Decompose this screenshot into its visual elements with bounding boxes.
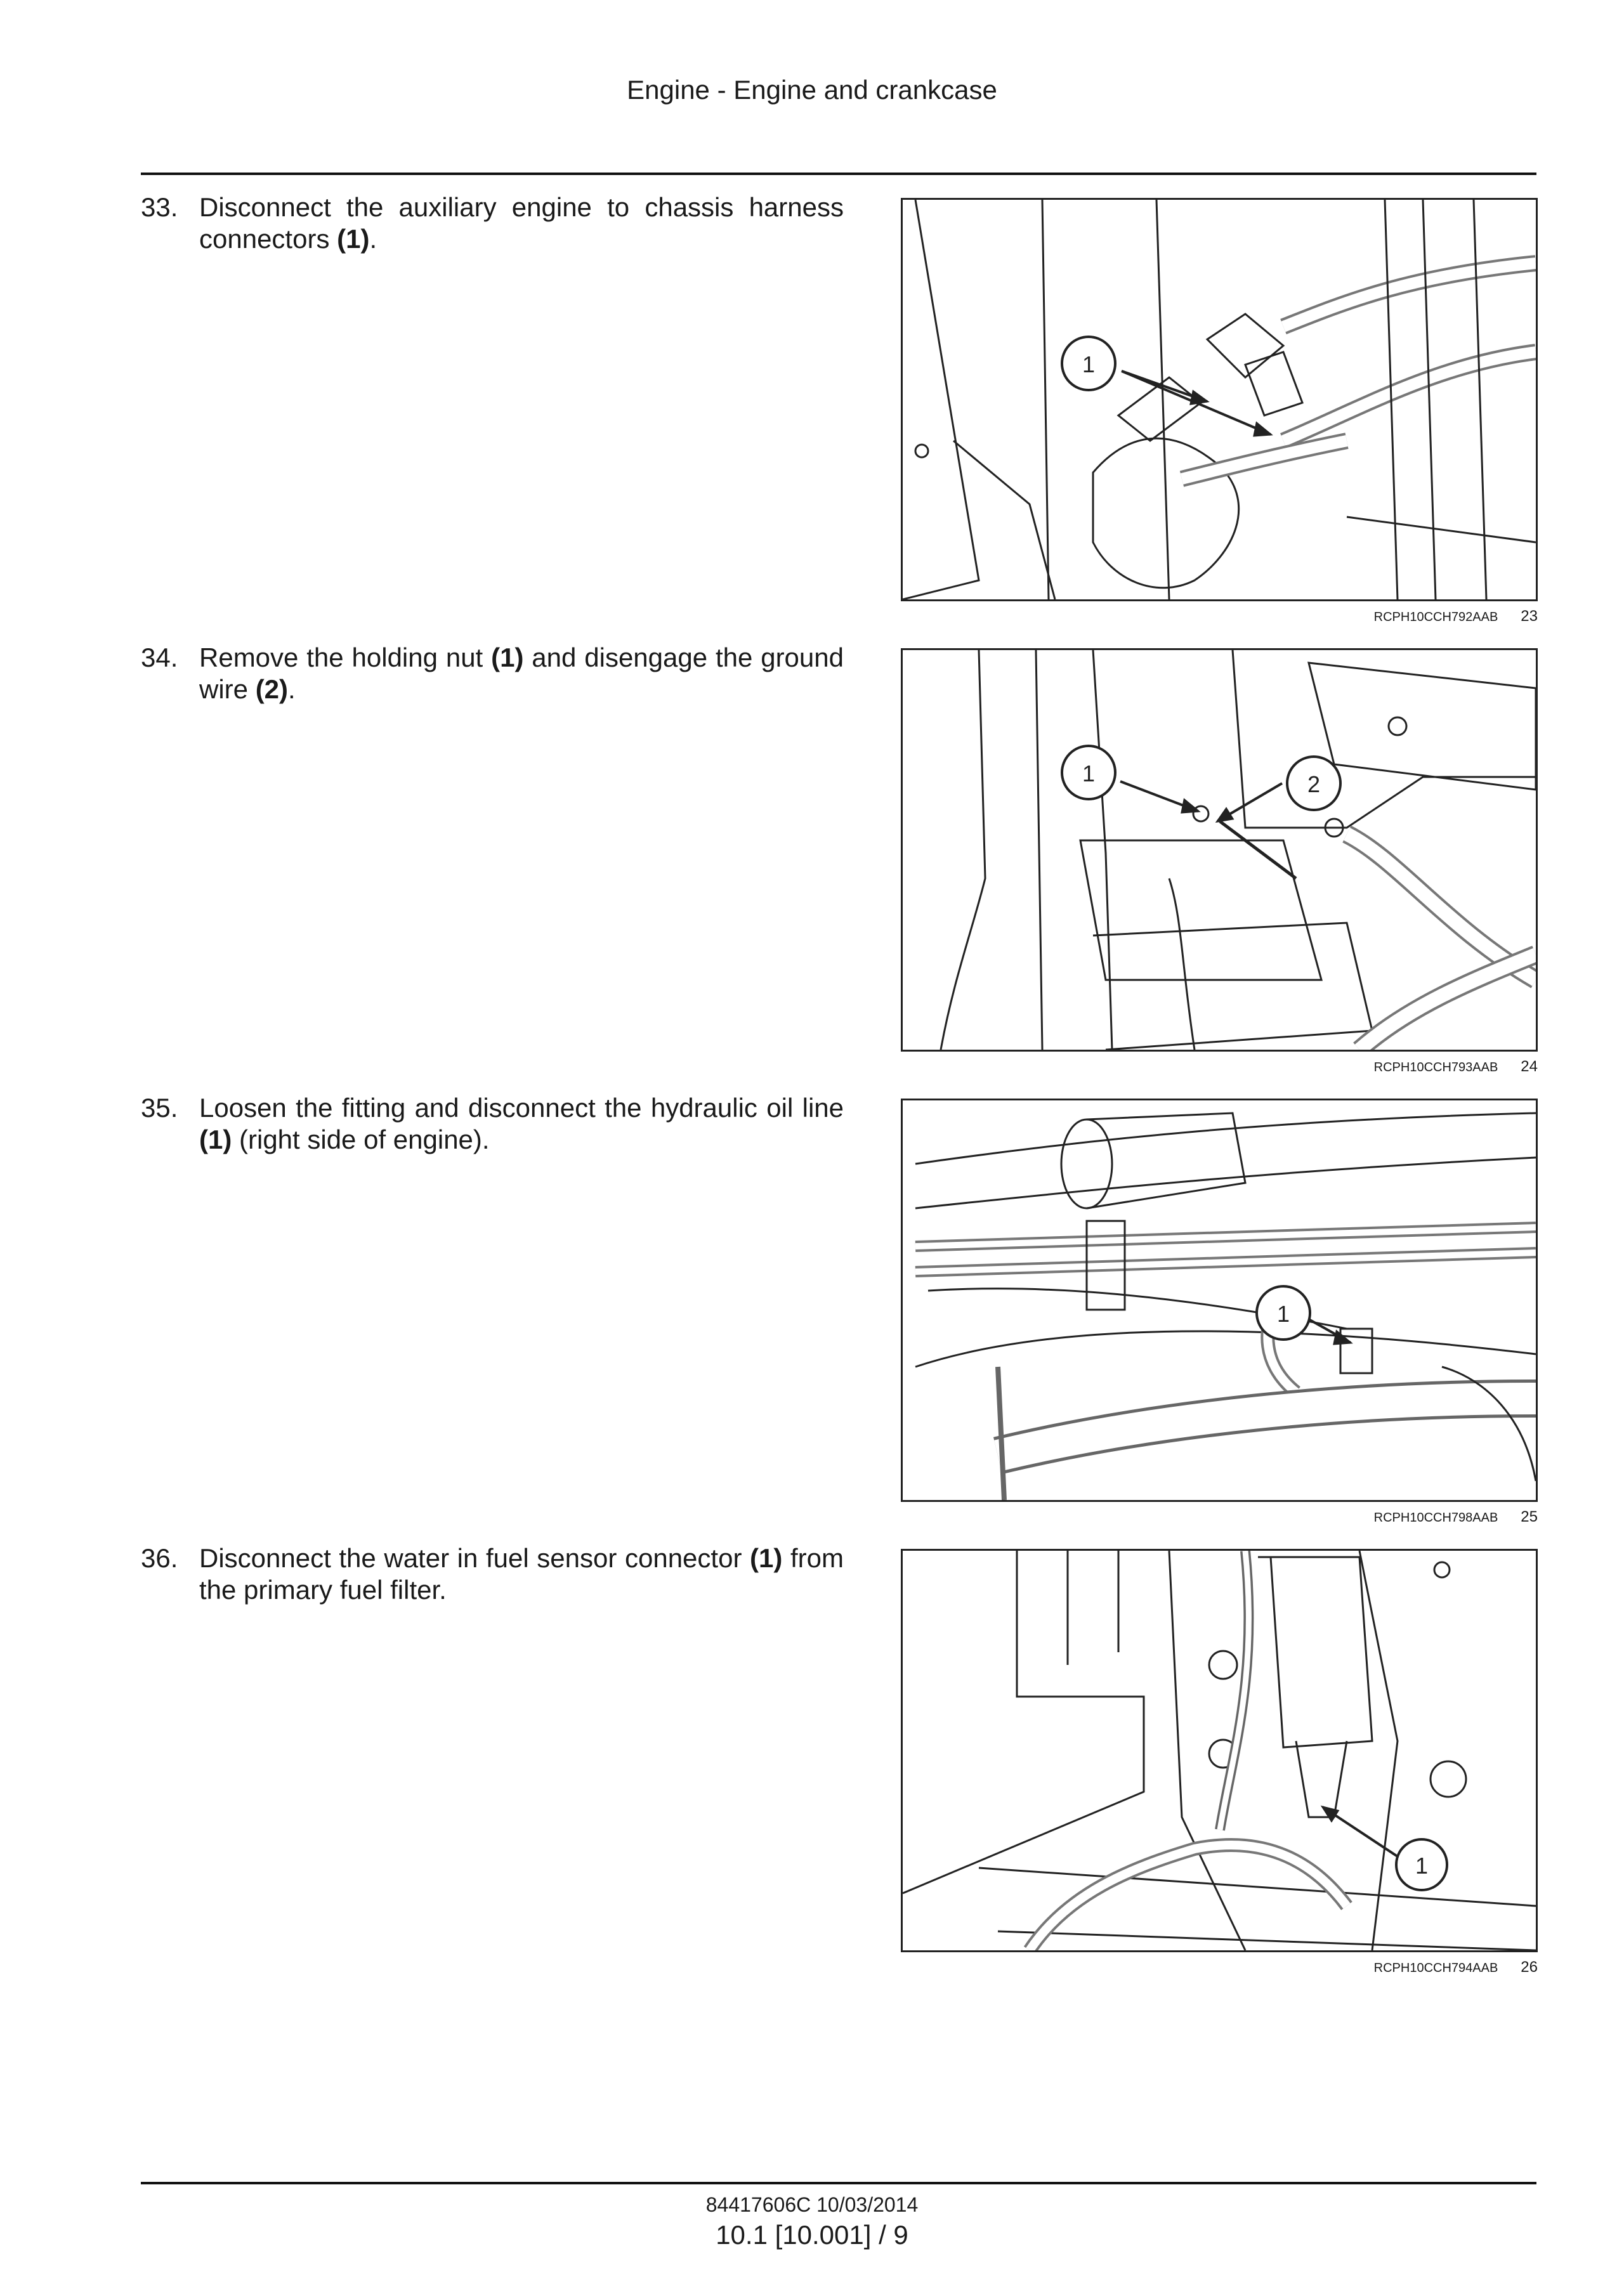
figure-number: 23 <box>1521 608 1538 625</box>
callout-label: 1 <box>1082 351 1096 377</box>
callout-label: 2 <box>1307 771 1321 797</box>
step-35 <box>141 1092 844 1156</box>
figure-caption-23 <box>901 608 1538 625</box>
page-header-title: Engine - Engine and crankcase <box>627 75 997 105</box>
figure-caption-26 <box>901 1959 1538 1976</box>
step-text: Remove the holding nut (1) and disengage the ground wire (2). <box>199 642 844 704</box>
step-36 <box>141 1543 844 1606</box>
figure-code: RCPH10CCH798AAB <box>1373 1511 1498 1525</box>
step-34 <box>141 642 844 705</box>
callout-label: 1 <box>1276 1301 1290 1327</box>
figure-code: RCPH10CCH794AAB <box>1373 1961 1498 1975</box>
figure-code: RCPH10CCH793AAB <box>1373 1060 1498 1074</box>
figure-caption-25 <box>901 1508 1538 1526</box>
figure-26-water-in-fuel-sensor <box>901 1549 1538 1952</box>
footer-page-number: 10.1 [10.001] / 9 <box>716 2220 908 2250</box>
step-33 <box>141 192 844 255</box>
step-number: 34. <box>141 642 178 672</box>
figure-number: 24 <box>1521 1058 1538 1075</box>
callout-label: 1 <box>1082 760 1096 786</box>
step-text: Disconnect the water in fuel sensor connector (1) from the primary fuel filter. <box>199 1543 844 1605</box>
figure-23-harness-connectors <box>901 198 1538 601</box>
step-number: 35. <box>141 1093 178 1123</box>
footer-rule <box>141 2182 1536 2184</box>
footer-document-id: 84417606C 10/03/2014 <box>705 2193 919 2216</box>
step-text: Loosen the fitting and disconnect the hydraulic oil line (1) (right side of engine). <box>199 1093 844 1154</box>
figure-caption-24 <box>901 1058 1538 1076</box>
figure-code: RCPH10CCH792AAB <box>1373 610 1498 624</box>
callout-label: 1 <box>1415 1853 1429 1879</box>
step-number: 36. <box>141 1543 178 1573</box>
step-number: 33. <box>141 192 178 222</box>
figure-25-hydraulic-oil-line <box>901 1099 1538 1502</box>
figure-number: 26 <box>1521 1959 1538 1976</box>
figure-24-ground-wire <box>901 648 1538 1052</box>
step-text: Disconnect the auxiliary engine to chassis harness connectors (1). <box>199 192 844 254</box>
figure-number: 25 <box>1521 1508 1538 1525</box>
header-rule <box>141 173 1536 175</box>
